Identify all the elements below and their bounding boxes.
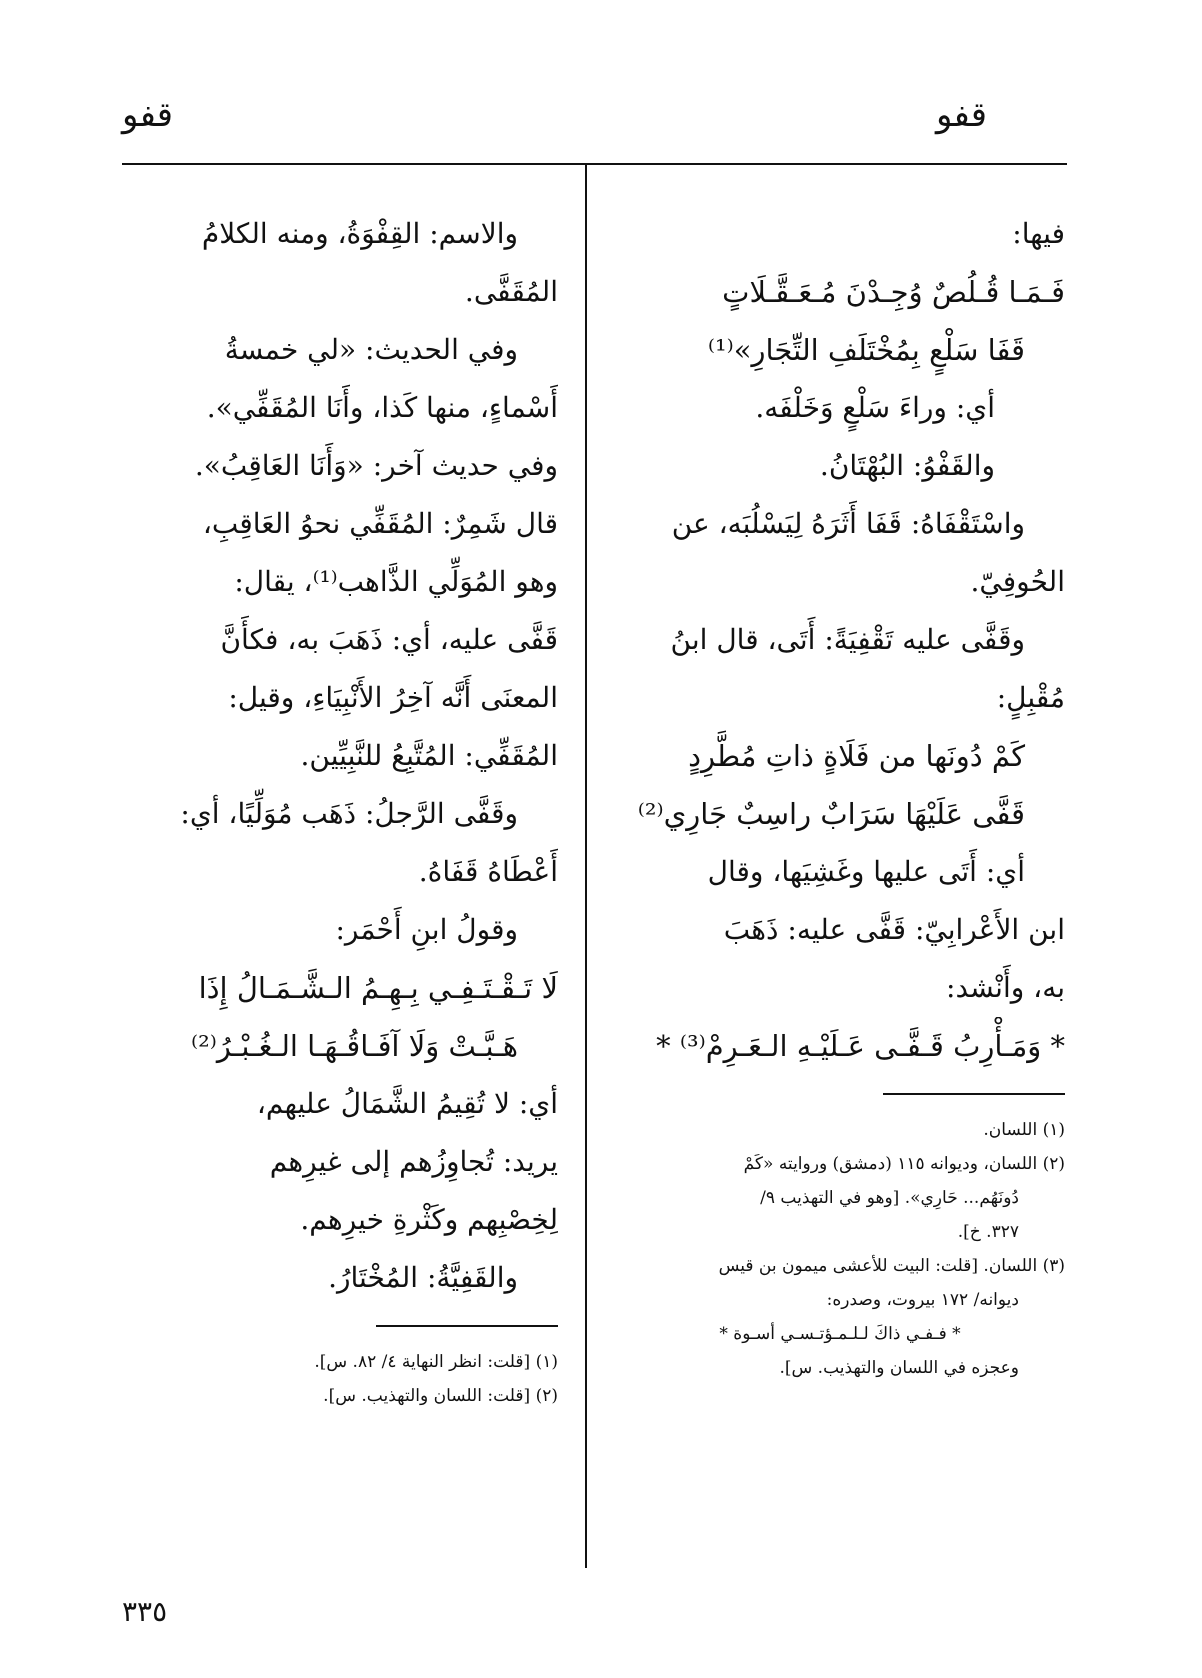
- footnote-line: (١) اللسان.: [983, 1120, 1065, 1140]
- text-line: وقَفَّى الرَّجلُ: ذَهَب مُوَلِّيًا، أي:: [180, 797, 518, 830]
- text-line: المعنَى أَنَّه آخِرُ الأَنْبِيَاءِ، وقيل:: [228, 681, 558, 714]
- header-rule: [122, 163, 1067, 165]
- text-line: لِخِصْبِهم وكَثْرةِ خيرِهم.: [300, 1203, 558, 1236]
- text-line: به، وأَنْشد:: [946, 971, 1065, 1004]
- text-line: أي: أَتَى عليها وغَشِيَها، وقال: [707, 855, 1025, 888]
- text-line: والاسم: القِفْوَةُ، ومنه الكلامُ: [201, 217, 518, 250]
- footnote-line: (٢) [قلت: اللسان والتهذيب. س].: [323, 1386, 558, 1406]
- text-line: وفي حديث آخر: «وَأَنَا العَاقِبُ».: [194, 449, 558, 482]
- text-line: أي: لا تُقِيمُ الشَّمَالُ عليهم،: [256, 1087, 558, 1120]
- text-line: يريد: تُجاوِزُهم إلى غيرِهم: [269, 1145, 558, 1178]
- text-line: المُقَفَّى.: [464, 275, 558, 308]
- text-line: ابن الأَعْرابِيّ: قَفَّى عليه: ذَهَبَ: [723, 913, 1065, 946]
- text-line: أَعْطَاهُ قَفَاهُ.: [418, 855, 558, 888]
- text-line: مُقْبِلٍ:: [996, 681, 1065, 714]
- footnote-line: (١) [قلت: انظر النهاية ٤/ ٨٢. س].: [314, 1352, 558, 1372]
- footnote-line: * فـفـي ذاكَ لـلـمـؤتـسـي أسـوة *: [719, 1324, 961, 1344]
- footnote-line: ٣٢٧. خ].: [957, 1222, 1019, 1242]
- left-column: [118, 205, 558, 1413]
- footnote-line: (٣) اللسان. [قلت: البيت للأعشى ميمون بن قيس: [718, 1256, 1065, 1276]
- footnote-line: وعجزه في اللسان والتهذيب. س].: [779, 1358, 1019, 1378]
- verse-line: كَمْ دُونَها من فَلَاةٍ ذاتِ مُطَّرِدٍ: [688, 739, 1025, 773]
- text-line: قال شَمِرٌ: المُقَفِّي نحوُ العَاقِبِ،: [202, 507, 558, 540]
- column-divider: [585, 163, 587, 1568]
- text-line: أي: وراءَ سَلْعٍ وَخَلْفَه.: [755, 391, 995, 424]
- verse-line: * وَمَـأْرِبُ قَـفَّـى عَـلَيْـهِ الـعَـرِمْ⁽³⁾ *: [656, 1029, 1065, 1063]
- footnote-line: دُونَهُم... حَارِي». [وهو في التهذيب ٩/: [760, 1188, 1019, 1208]
- verse-line: هَـبَّـتْ وَلَا آفَـاقُـهَـا الـغُـبْـرُ⁽²⁾: [190, 1029, 518, 1063]
- page-number: ٣٣٥: [122, 1595, 168, 1628]
- running-header-right: قفو: [935, 95, 987, 135]
- verse-line: فَـمَـا قُـلُصٌ وُجِـدْنَ مُـعَـقَّـلَاتٍ: [722, 275, 1065, 309]
- text-line: واسْتَقْفَاهُ: قَفَا أَثَرَهُ لِيَسْلُبَه، عن: [671, 507, 1025, 540]
- text-line: وقولُ ابنِ أَحْمَر:: [335, 913, 518, 946]
- text-line: وفي الحديث: «لي خمسةُ: [224, 333, 518, 366]
- text-line: والقَفْوُ: البُهْتَانُ.: [819, 449, 995, 482]
- text-line: الحُوفِيّ.: [970, 565, 1065, 598]
- footnote-line: ديوانه/ ١٧٢ بيروت، وصدره:: [826, 1290, 1019, 1310]
- verse-line: لَا تَـقْـتَـفِـي بِـهِـمُ الـشَّـمَـالُ إِذَا: [198, 971, 558, 1005]
- verse-line: قَفَا سَلْعٍ بِمُخْتَلَفِ التِّجَارِ»⁽¹⁾: [707, 333, 1025, 367]
- verse-line: قَفَّى عَلَيْهَا سَرَابٌ راسِبٌ جَارِي⁽²⁾: [637, 797, 1025, 831]
- text-line: وهو المُوَلِّي الذَّاهب⁽¹⁾، يقال:: [234, 565, 558, 598]
- text-line: قَفَّى عليه، أي: ذَهَبَ به، فكأَنَّ: [220, 623, 558, 656]
- text-line: المُقَفِّي: المُتَّبِعُ للنَّبِيِّين.: [300, 739, 558, 772]
- text-line: وقَفَّى عليه تَقْفِيَةً: أَتَى، قال ابنُ: [670, 623, 1025, 656]
- text-line: فيها:: [1012, 217, 1065, 250]
- footnote-rule: [376, 1325, 558, 1327]
- right-column: [615, 205, 1065, 1385]
- running-header-left: قفو: [122, 95, 174, 135]
- text-line: والقَفِيَّةُ: المُخْتَارُ.: [328, 1261, 518, 1294]
- footnote-rule: [883, 1093, 1065, 1095]
- footnote-line: (٢) اللسان، وديوانه ١١٥ (دمشق) وروايته «كَمْ: [743, 1154, 1065, 1174]
- text-line: أَسْماءٍ، منها كَذا، وأَنَا المُقَفِّي».: [206, 391, 558, 424]
